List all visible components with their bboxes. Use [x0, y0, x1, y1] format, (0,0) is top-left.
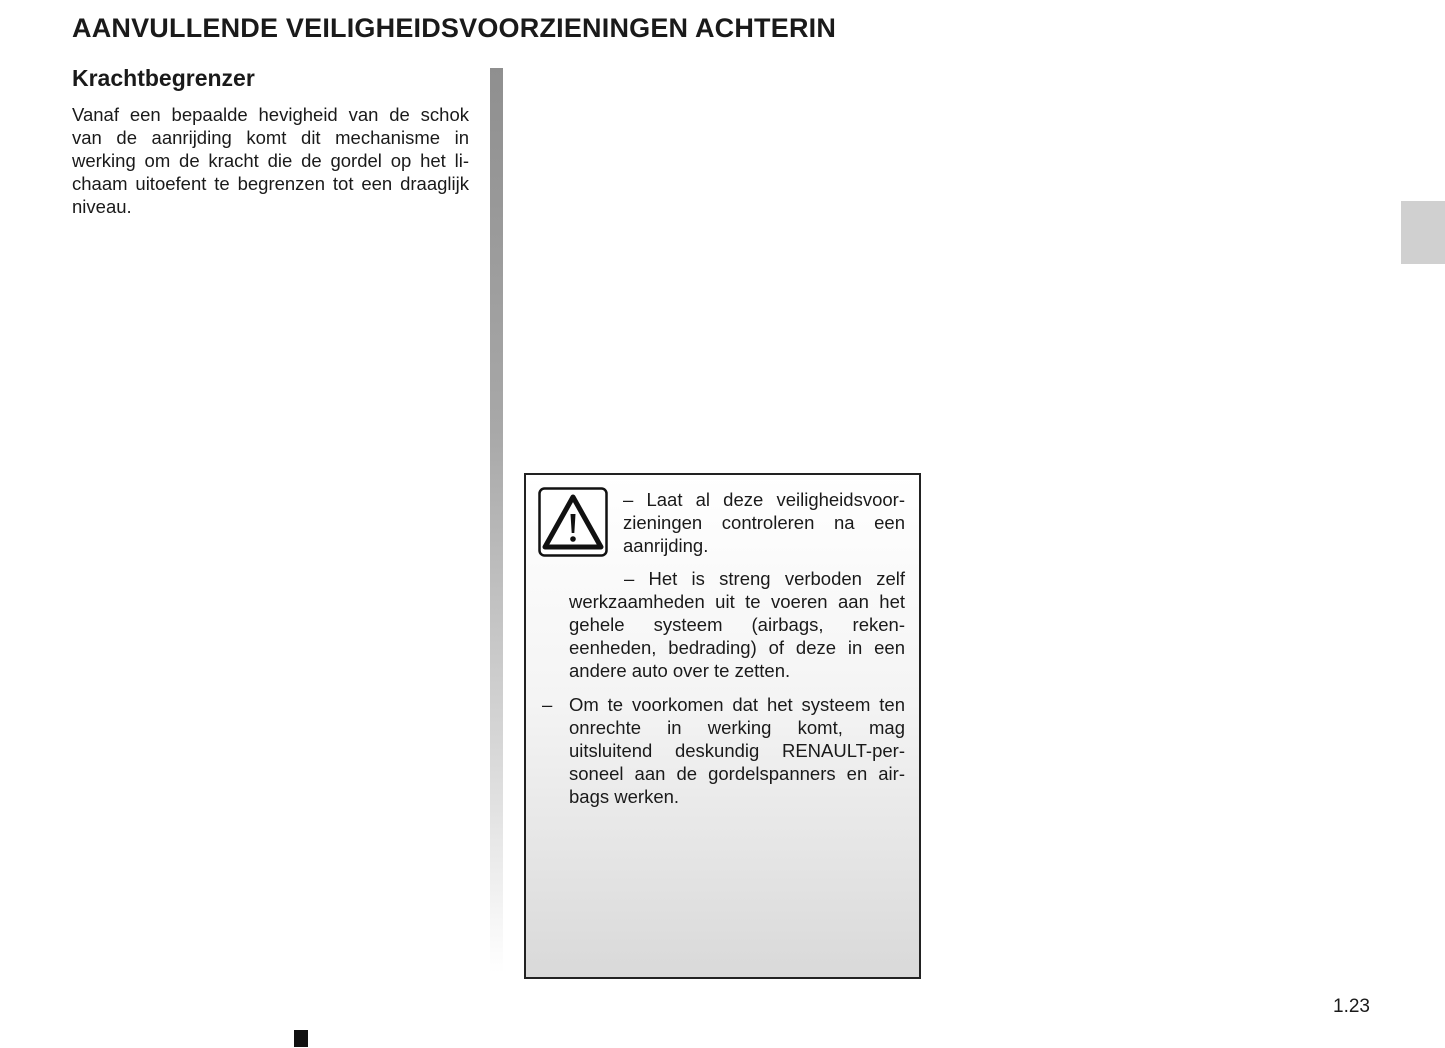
page-title: AANVULLENDE VEILIGHEIDSVOORZIENINGEN ACHTERIN [72, 13, 837, 43]
warning-item-1: – Laat al deze veiligheidsvoorzieningen controleren na een aanrijding. [623, 489, 905, 556]
section-heading: Krachtbegrenzer [72, 65, 255, 91]
section-body-text: Vanaf een bepaalde hevigheid van de schok van de aanrijding komt dit mechanisme in werking om de kracht die de gordel op het lichaam uitoefent te begrenzen tot een draaglijk niveau. [72, 104, 469, 217]
warning-box [524, 473, 921, 979]
page-number: 1.23 [1333, 996, 1370, 1017]
warning-item-3-dash: – [542, 694, 553, 715]
warning-item-2: – Het is streng verboden zelf werkzaamheden uit te voeren aan het gehele systeem (airbags, rekeneenheden, bedrading) of deze in een andere auto over te zetten. [569, 568, 905, 681]
column-divider-bar [490, 68, 503, 973]
warning-text [541, 488, 905, 808]
warning-item-3-text: Om te voorkomen dat het systeem ten onrechte in werking komt, mag uitsluitend deskundig RENAULT-personeel aan de gordelspanners en airbags werken. [569, 694, 905, 807]
crop-mark-square [294, 1030, 308, 1047]
section-tab-marker [1401, 201, 1445, 264]
warning-item-3 [541, 693, 905, 808]
